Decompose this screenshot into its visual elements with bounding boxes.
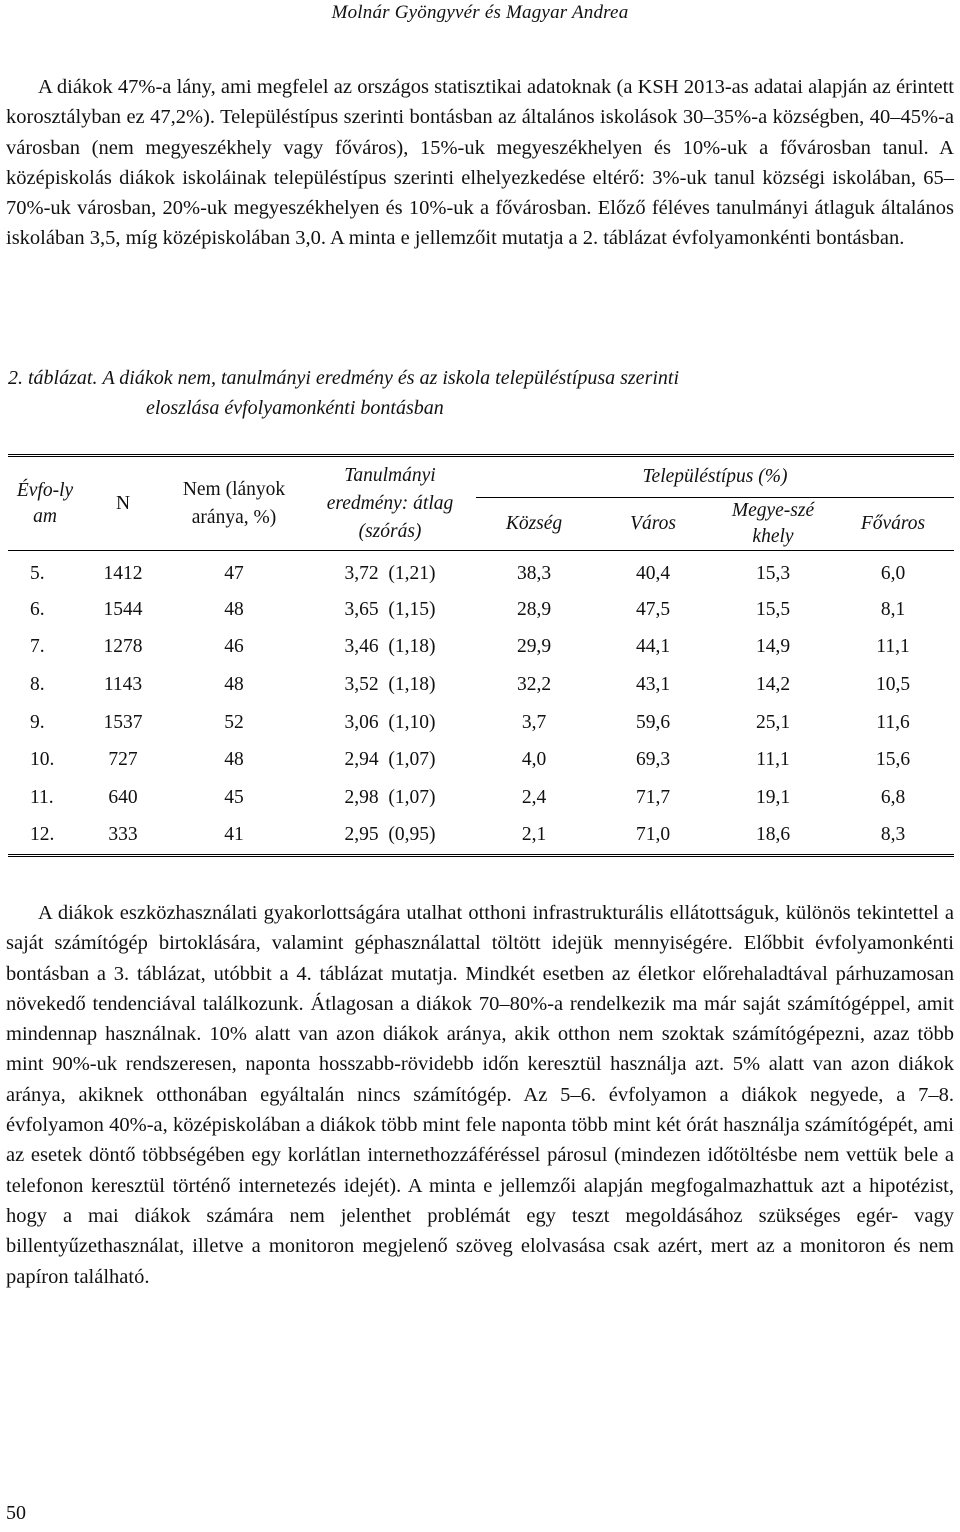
cell-county: 18,6 [714, 817, 832, 856]
cell-grade: 12. [8, 817, 82, 856]
header-grade [8, 456, 82, 551]
table-row [8, 591, 954, 629]
cell-girls: 45 [224, 786, 244, 808]
cell-mean: 3,52 [344, 673, 379, 695]
cell-n: 1537 [103, 711, 143, 733]
table-caption-title-line2: eloszlása évfolyamonkénti bontásban [146, 397, 444, 419]
table-row [8, 551, 954, 592]
cell-achievement [304, 666, 476, 704]
table-row [8, 629, 954, 667]
cell-n: 333 [82, 817, 164, 856]
cell-village: 29,9 [516, 636, 552, 658]
cell-girls: 47 [224, 563, 244, 584]
cell-achievement [304, 629, 476, 667]
header-achievement-label: Tanulmányi eredmény: átlag (szórás) [326, 464, 454, 542]
cell-village: 28,9 [516, 598, 552, 620]
cell-town: 40,4 [635, 563, 671, 584]
page-number: 50 [6, 1502, 26, 1524]
cell-mean: 2,98 [344, 786, 379, 808]
cell-sd: (1,10) [388, 711, 436, 733]
cell-grade: 10. [30, 749, 55, 771]
cell-sd: (1,18) [388, 636, 436, 658]
cell-achievement [304, 551, 476, 592]
cell-n: 1412 [103, 563, 143, 584]
cell-achievement [304, 704, 476, 742]
cell-girls: 48 [224, 673, 244, 695]
header-settlement-group: Településtípus (%) [476, 456, 954, 498]
cell-sd: (0,95) [388, 824, 436, 846]
cell-mean: 3,72 [344, 563, 379, 584]
header-county-seat-label: Megye-székhely [731, 500, 815, 547]
cell-achievement [304, 817, 476, 856]
cell-n: 1143 [103, 673, 143, 695]
table-caption-title-line1: A diákok nem, tanulmányi eredmény és az iskola településtípusa szerinti [102, 367, 680, 389]
cell-sd: (1,07) [388, 786, 436, 808]
cell-achievement [304, 591, 476, 629]
cell-capital: 6,8 [880, 786, 906, 808]
data-table [8, 454, 954, 857]
cell-grade: 8. [30, 673, 45, 695]
cell-grade: 7. [30, 636, 45, 658]
intro-paragraph: A diákok 47%-a lány, ami megfelel az országos statisztikai adatoknak (a KSH 2013-as adatai alapján az érintett korosztályban ez 47,2%). Településtípus szerinti bontásban az általános iskolások 30–35%-a községben, 40–45%-a városban (nem megyeszékhely vagy főváros), 15%-uk megyeszékhelyen és 10%-uk a fővárosban tanul. A középiskolás diákok iskoláinak településtípus szerinti elhelyezkedése eltérő: 3%-uk tanul községi iskolában, 65–70%-uk városban, 20%-uk megyeszékhelyen és 10%-uk a fővárosban. Előző féléves tanulmányi átlaguk általános iskolában 3,5, míg középiskolában 3,0. A minta e jellemzőit mutatja a 2. táblázat évfolyamonkénti bontásban. [6, 76, 954, 250]
cell-grade: 9. [30, 711, 45, 733]
cell-town: 43,1 [635, 673, 671, 695]
cell-village: 38,3 [516, 563, 552, 584]
cell-grade: 11. [30, 786, 54, 808]
cell-mean: 3,06 [344, 711, 379, 733]
cell-sd: (1,15) [388, 598, 436, 620]
cell-sd: (1,07) [388, 749, 436, 771]
cell-capital: 11,6 [876, 711, 910, 733]
cell-girls: 41 [164, 817, 304, 856]
cell-girls: 48 [224, 749, 244, 771]
table-row [8, 741, 954, 779]
cell-sd: (1,18) [388, 673, 436, 695]
cell-mean: 3,65 [344, 598, 379, 620]
header-girls [164, 456, 304, 551]
cell-sd: (1,21) [388, 563, 436, 584]
cell-n: 640 [108, 786, 138, 808]
header-girls-label: Nem (lányok aránya, %) [182, 478, 286, 528]
cell-mean: 3,46 [344, 636, 379, 658]
cell-village: 2,4 [521, 786, 547, 808]
cell-n: 1278 [103, 636, 143, 658]
cell-town: 44,1 [635, 636, 671, 658]
cell-grade: 5. [30, 563, 45, 584]
cell-county: 14,9 [755, 636, 791, 658]
cell-town: 69,3 [635, 749, 671, 771]
header-capital: Főváros [860, 513, 926, 534]
cell-capital: 10,5 [875, 673, 911, 695]
header-n: N [82, 456, 164, 551]
cell-n: 727 [108, 749, 138, 771]
cell-capital: 15,6 [875, 749, 911, 771]
table-row [8, 704, 954, 742]
running-header: Molnár Gyöngyvér és Magyar Andrea [331, 2, 629, 23]
cell-town: 71,0 [592, 817, 714, 856]
cell-county: 19,1 [755, 786, 791, 808]
cell-town: 59,6 [635, 711, 671, 733]
cell-village: 3,7 [521, 711, 547, 733]
cell-village: 32,2 [516, 673, 552, 695]
table-row [8, 817, 954, 856]
cell-town: 71,7 [635, 786, 671, 808]
header-grade-label: Évfo-lyam [16, 479, 74, 527]
table-row [8, 779, 954, 817]
cell-achievement [304, 741, 476, 779]
table-row [8, 666, 954, 704]
cell-county: 15,5 [755, 598, 791, 620]
cell-mean: 2,95 [344, 824, 379, 846]
cell-capital: 8,1 [880, 598, 906, 620]
cell-achievement [304, 779, 476, 817]
body-paragraph: A diákok eszközhasználati gyakorlottságára utalhat otthoni infrastrukturális ellátottságuk, különös tekintettel a saját számítógép birtoklására, valamint géphasználattal töltött idejük mennyiségére. Előbbit évfolyamonkénti bontásban a 3. táblázat, utóbbit a 4. táblázat mutatja. Mindkét esetben az életkor előrehaladtával párhuzamosan növekedő tendenciával találkozunk. Átlagosan a diákok 70–80%-a rendelkezik ma már saját számítógéppel, amit mindennap használnak. 10% alatt van azon diákok aránya, akik otthon nem szoktak számítógépezni, azaz több mint 90%-uk rendszeresen, naponta hosszabb-rövidebb időn keresztül használja azt. 5% alatt van azon diákok aránya, akiknek otthonában egyáltalán nincs számítógép. Az 5–6. évfolyamon a diákok negyede, a 7–8. évfolyamon 40%-a, középiskolában a diákok több mint fele naponta több mint két órát használja számítógépét, ami az esetek döntő többségében egy korlátlan internethozzáféréssel párosul (mindezen időtöltésbe nem vettük bele a telefonon keresztül történő internetezés idejét). A minta e jellemzői alapján megfogalmazhattuk azt a hipotézist, hogy a mai diákok számára nem jelenthet problémát egy teszt megoldásához szükséges egér- vagy billentyűzethasználat, illetve a monitoron megjelenő szöveg elolvasása csak azért, mert az a monitoron és nem papíron található. [6, 902, 954, 1288]
table-caption [8, 363, 956, 423]
table-caption-number: 2. táblázat. [8, 367, 98, 389]
cell-town: 47,5 [635, 598, 671, 620]
cell-capital: 11,1 [876, 636, 910, 658]
cell-grade: 6. [30, 598, 45, 620]
cell-girls: 52 [224, 711, 244, 733]
header-county-seat [714, 498, 832, 551]
cell-county: 15,3 [755, 563, 791, 584]
cell-village: 4,0 [521, 749, 547, 771]
header-achievement [304, 456, 476, 551]
cell-girls: 46 [224, 636, 244, 658]
header-town: Város [630, 513, 676, 534]
cell-county: 25,1 [755, 711, 791, 733]
header-village: Község [505, 513, 563, 534]
cell-village: 2,1 [476, 817, 592, 856]
cell-capital: 8,3 [832, 817, 954, 856]
cell-capital: 6,0 [880, 563, 906, 584]
cell-n: 1544 [103, 598, 143, 620]
cell-girls: 48 [224, 598, 244, 620]
cell-county: 11,1 [756, 749, 790, 771]
cell-mean: 2,94 [344, 749, 379, 771]
cell-county: 14,2 [755, 673, 791, 695]
